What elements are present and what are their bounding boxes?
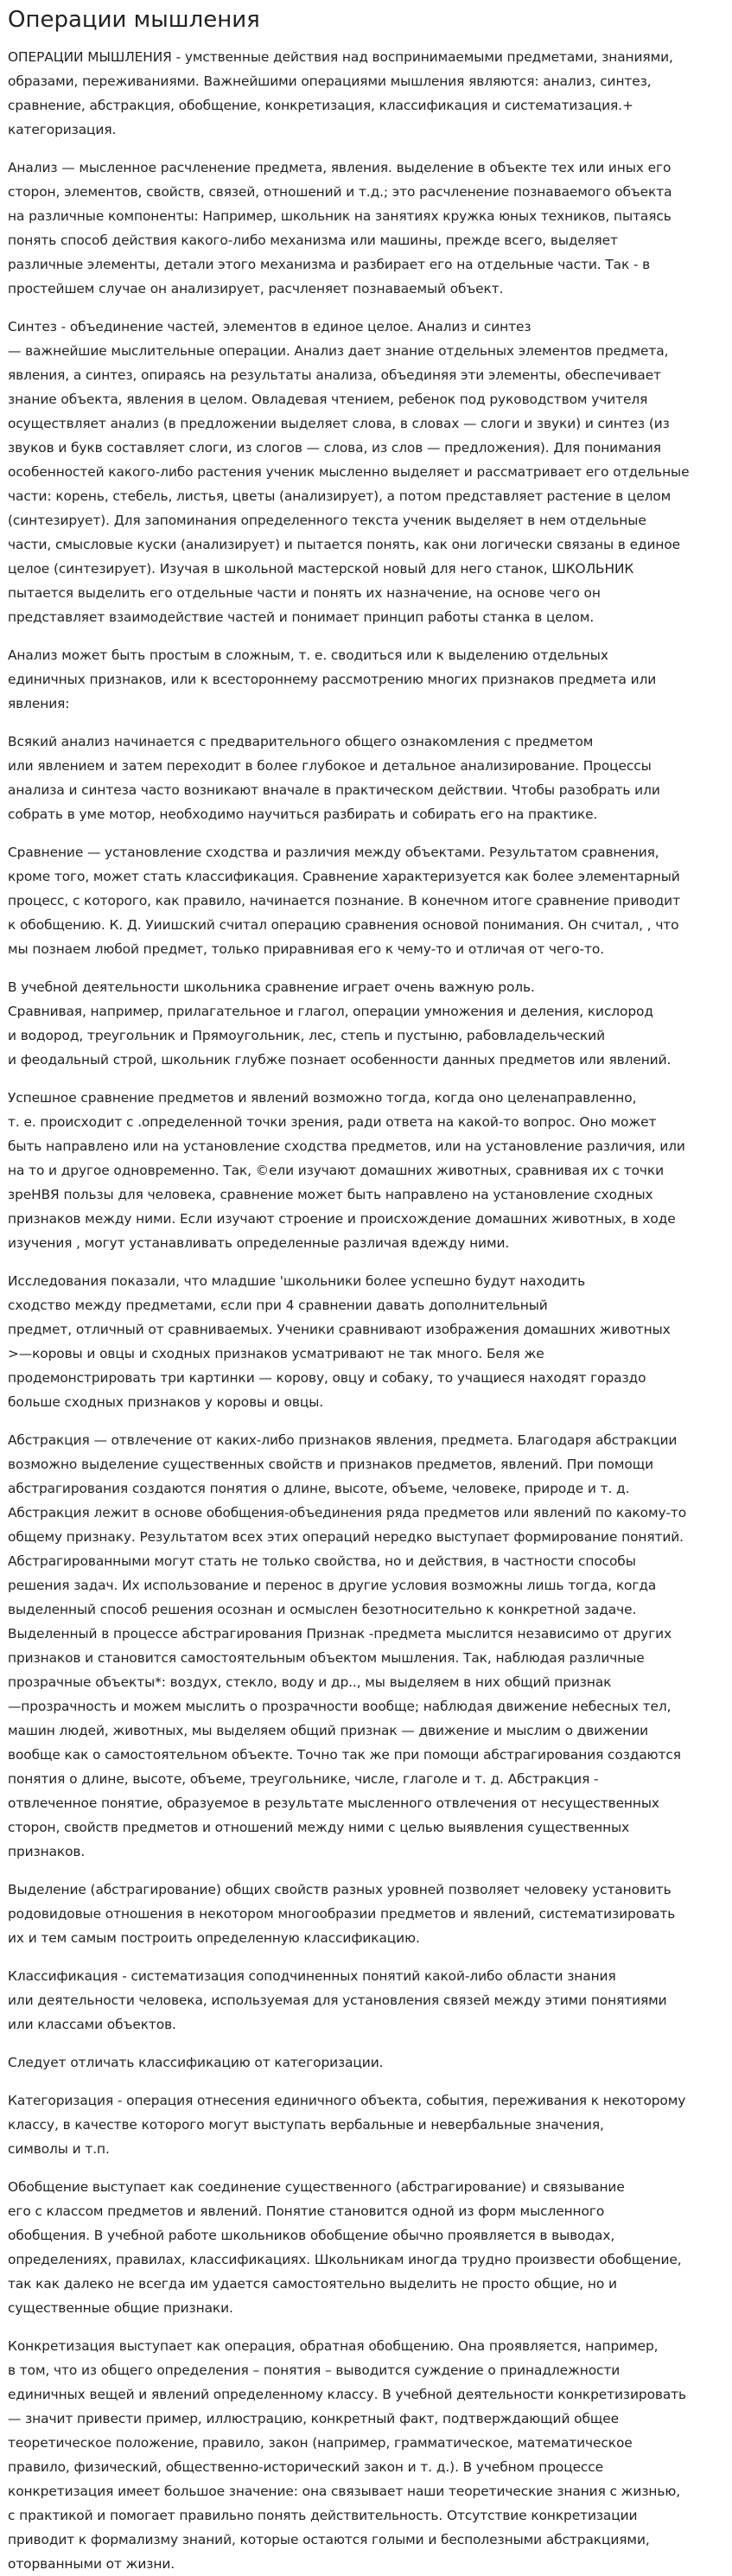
paragraph-abstraction-levels: Выделение (абстрагирование) общих свойств разных уровней позволяет человеку установить родовидовые отношения в некотором многообразии предметов и явлений, систематизировать их и тем самым построить определенную классификацию.	[8, 1882, 676, 1946]
page-title: Операции мышления	[8, 7, 260, 33]
paragraph-abstraction: Абстракция — отвлечение от каких-либо признаков явления, предмета. Благодаря абстракции возможно выделение существенных свойств и признаков предметов, явлений. При помощи абстрагирования создаются понятия о длине, высоте, объеме, человеке, природе и т. д. Абстракция лежит в основе обобщения-объединения ряда предметов или явлений по какому-то общему признаку. Результатом всех этих операций нередко выступает формирование понятий. Абстрагированными могут стать не только свойства, но и действия, в частности способы решения задач. Их использование и перенос в другие условия возможны лишь тогда, когда выделенный способ решения осознан и осмыслен безотносительно к конкретной задаче. Выделенный в процессе абстрагирования Признак -предмета мыслится независимо от других признаков и становится самостоятельным объектом мышления. Так, наблюдая различные прозрачные объекты*: воздух, стекло, воду и др.., мы выделяем в них общий признак —прозрачность и можем мыслить о прозрачности вообще; наблюдая движение небесных тел, машин людей, животных, мы выделяем общий признак — движение и мыслим о движении вообще как о самостоятельном объекте. Точно так же при помощи абстрагирования создаются понятия о длине, высоте, объеме, треугольнике, числе, глаголе и т. д. Абстракция - отвлеченное понятие, образуемое в результате мысленного отвлечения от несущественных сторон, свойств предметов и отношений между ними с целью выявления существенных признаков.	[8, 1432, 687, 1859]
paragraph-generalization: Обобщение выступает как соединение существенного (абстрагирование) и связывание его с классом предметов и явлений. Понятие становится одной из форм мысленного обобщения. В учебной работе школьников обобщение обычно проявляется в выводах, определениях, правилах, классификациях. Школьникам иногда трудно произвести обобщение, так как далеко не всегда им удается самостоятельно выделить не просто общие, но и существенные общие признаки.	[8, 2179, 682, 2316]
paragraph-classification-note: Следует отличать классификацию от категоризации.	[8, 2055, 384, 2070]
paragraph-comparison: Сравнение — установление сходства и различия между объектами. Результатом сравнения, кроме того, может стать классификация. Сравнение характеризуется как более элементарный процесс, с которого, как правило, начинается познание. В конечном итоге сравнение приводит к обобщению. К. Д. Уиишский считал операцию сравнения основой понимания. Он считал, , что мы познаем любой предмет, только приравнивая его к чему-то и отличая от чего-то.	[8, 845, 680, 957]
paragraph-analysis-types: Анализ может быть простым в сложным, т. е. сводиться или к выделению отдельных единичных признаков, или к всестороннему рассмотрению многих признаков предмета или явления:	[8, 647, 657, 711]
paragraph-research: Исследования показали, что младшие 'школьники более успешно будут находить сходство между предметами, єсли при 4 сравнении давать дополнительный предмет, отличный от сравниваемых. Ученики сравнивают изображения домашних животных >—коровы и овцы и сходных признаков усматривают не так много. Беля же продемонстрировать три картинки — корову, овцу и собаку, то учащиеся находят гораздо больше сходных признаков у коровы и овцы.	[8, 1273, 671, 1410]
paragraph-analysis-process: Всякий анализ начинается с предварительного общего ознакомления с предметом или явлением и затем переходит в более глубокое и детальное анализирование. Процессы анализа и синтеза часто возникают вначале в практическом действии. Чтобы разобрать или собрать в уме мотор, необходимо научиться разбирать и собирать его на практике.	[8, 734, 660, 822]
paragraph-comparison-learning: В учебной деятельности школьника сравнение играет очень важную роль. Сравнивая, например, прилагательное и глагол, операции умножения и деления, кислород и водород, треугольник и Прямоугольник, лес, степь и пустыню, рабовладельческий и феодальный строй, школьник глубже познает особенности данных предметов или явлений.	[8, 979, 672, 1068]
paragraph-concretization: Конкретизация выступает как операция, обратная обобщению. Она проявляется, например, в том, что из общего определения – понятия – выводится суждение о принадлежности единичных вещей и явлений определенному классу. В учебной деятельности конкретизировать — значит привести пример, иллюстрацию, конкретный факт, подтверждающий общее теоретическое положение, правило, закон (например, грамматическое, математическое правило, физический, общественно-исторический закон и т. д.). В учебном процессе конкретизация имеет большое значение: она связывает наши теоретические знания с жизнью, с практикой и помогает правильно понять действительность. Отсутствие конкретизации приводит к формализму знаний, которые остаются голыми и бесполезными абстракциями, оторванными от жизни.	[8, 2338, 687, 2572]
paragraph-classification: Классификация - систематизация соподчиненных понятий какой-либо области знания или деятельности человека, используемая для установления связей между этими понятиями или классами объектов.	[8, 1968, 667, 2032]
paragraph-synthesis: Синтез - объединение частей, элементов в единое целое. Анализ и синтез — важнейшие мыслительные операции. Анализ дает знание отдельных элементов предмета, явления, а синтез, опираясь на результаты анализа, объединяя эти элементы, обеспечивает знание объекта, явления в целом. Овладевая чтением, ребенок под руководством учителя осуществляет анализ (в предложении выделяет слова, в словах — слоги и звуки) и синтез (из звуков и букв составляет слоги, из слогов — слова, из слов — предложения). Для понимания особенностей какого-либо растения ученик мысленно выделяет и рассматривает его отдельные части: корень, стебель, листья, цветы (анализирует), а потом представляет растение в целом (синтезирует). Для запоминания определенного текста ученик выделяет в нем отдельные части, смысловые куски (анализирует) и пытается понять, как они логически связаны в единое целое (синтезирует). Изучая в школьной мастерской новый для него станок, ШКОЛЬНИК пытается выделить его отдельные части и понять их назначение, на основе чего он представляет взаимодействие частей и понимает принцип работы станка в целом.	[8, 319, 690, 625]
paragraph-analysis: Анализ — мысленное расчленение предмета, явления. выделение в объекте тех или иных его сторон, элементов, свойств, связей, отношений и т.д.; это расчленение познаваемого объекта на различные компоненты: Например, школьник на занятиях кружка юных техников, пытаясь понять способ действия какого-либо механизма или машины, прежде всего, выделяет различные элементы, детали этого механизма и разбирает его на отдельные части. Так - в простейшем случае он анализирует, расчленяет познаваемый объект.	[8, 160, 672, 296]
paragraph-comparison-success: Успешное сравнение предметов и явлений возможно тогда, когда оно целенаправленно, т. е. происходит с .определенной точки зрения, ради ответа на какой-то вопрос. Оно может быть направлено или на установление сходства предметов, или на установление различия, или на то и другое одновременно. Так, ©ели изучают домашних животных, сравнивая их с точки зреНВЯ пользы для человека, сравнение может быть направлено на установление сходных признаков между ними. Если изучают строение и происхождение домашних животных, в ходе изучения , могут устанавливать определенные различая вдежду ними.	[8, 1090, 685, 1251]
paragraph-definition: ОПЕРАЦИИ МЫШЛЕНИЯ - умственные действия над воспринимаемыми предметами, знаниями, образами, переживаниями. Важнейшими операциями мышления являются: анализ, синтез, сравнение, абстракция, обобщение, конкретизация, классификация и систематизация.+ категоризация.	[8, 49, 673, 137]
paragraph-categorization: Категоризация - операция отнесения единичного объекта, события, переживания к некоторому классу, в качестве которого могут выступать вербальные и невербальные значения, символы и т.п.	[8, 2093, 686, 2157]
